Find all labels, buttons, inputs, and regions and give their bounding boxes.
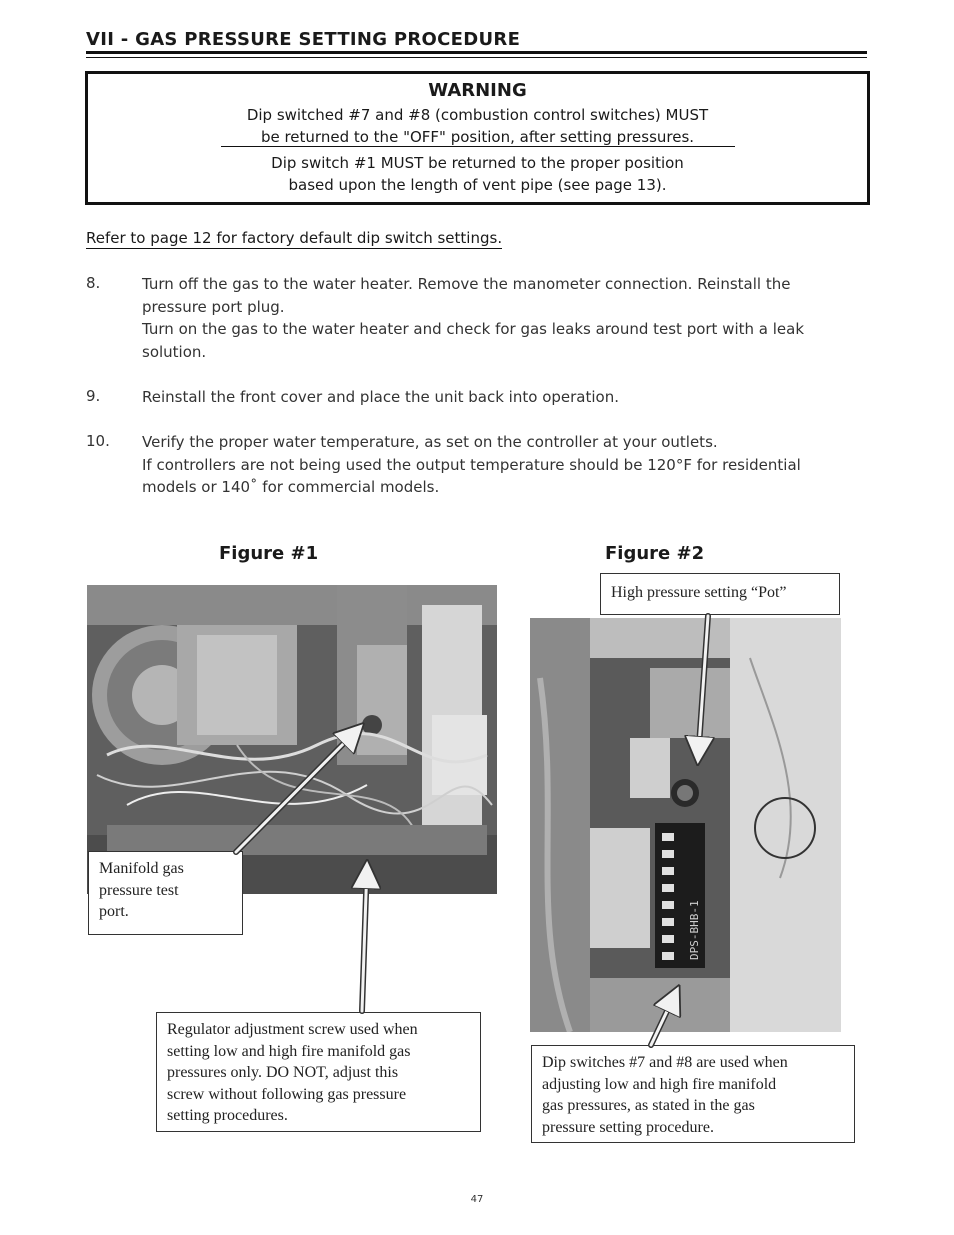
figure-1-illustration <box>87 585 497 894</box>
callout-line: adjusting low and high fire manifold <box>542 1075 777 1093</box>
figure-1-label: Figure #1 <box>219 543 319 564</box>
callout-line: screw without following gas pressure <box>167 1085 407 1103</box>
callout-manifold-test-port <box>88 851 243 935</box>
step-line: pressure port plug. <box>142 297 285 316</box>
step-line: models or 140˚ for commercial models. <box>142 478 440 496</box>
step-text <box>142 431 832 499</box>
step-line: solution. <box>142 342 207 361</box>
header-rule-thin <box>86 57 867 58</box>
section-title: VII - GAS PRESSURE SETTING PROCEDURE <box>86 29 521 50</box>
warning-line: be returned to the "OFF" position, after setting pressures. <box>260 128 695 146</box>
step-number: 8. <box>86 274 101 292</box>
callout-line: High pressure setting “Pot” <box>611 584 787 601</box>
callout-dip-switches <box>531 1045 855 1143</box>
header-rule <box>86 51 867 54</box>
step-line: Reinstall the front cover and place the unit back into operation. <box>142 388 619 406</box>
callout-line: pressure test <box>99 881 179 899</box>
refer-link-text: Refer to page 12 for factory default dip switch settings. <box>86 229 503 247</box>
step-number: 9. <box>86 387 101 405</box>
callout-line: gas pressures, as stated in the gas <box>542 1097 755 1114</box>
step-line: Verify the proper water temperature, as set on the controller at your outlets. <box>142 433 718 451</box>
callout-line: pressures only. DO NOT, adjust this <box>167 1064 399 1081</box>
callout-high-pressure-pot <box>600 573 840 615</box>
figure-1-photo <box>87 585 497 894</box>
callout-line: Manifold gas <box>99 860 184 877</box>
step-line: Turn off the gas to the water heater. Remove the manometer connection. Reinstall the <box>142 275 791 293</box>
figure-2-photo <box>530 618 841 1032</box>
warning-divider <box>221 146 735 147</box>
step-line: Turn on the gas to the water heater and check for gas leaks around test port with a leak <box>142 320 805 338</box>
step-line: If controllers are not being used the output temperature should be 120°F for residential <box>142 455 801 474</box>
warning-title: WARNING <box>428 80 527 101</box>
warning-box <box>85 71 870 205</box>
warning-line: Dip switched #7 and #8 (combustion control switches) MUST <box>246 106 709 124</box>
figure-2-illustration <box>530 618 841 1032</box>
callout-line: Dip switches #7 and #8 are used when <box>542 1054 788 1071</box>
step-number: 10. <box>86 432 110 450</box>
step-text <box>142 386 832 409</box>
warning-line: based upon the length of vent pipe (see page 13). <box>288 176 667 194</box>
figure-2-label: Figure #2 <box>605 543 705 564</box>
callout-line: pressure setting procedure. <box>542 1118 714 1136</box>
page-number: 47 <box>470 1194 484 1205</box>
callout-regulator-screw <box>156 1012 481 1132</box>
dip-switch-label: DPS-BHB-1 <box>688 900 701 960</box>
callout-line: setting low and high fire manifold gas <box>167 1042 411 1060</box>
step-text <box>142 273 832 363</box>
warning-line: Dip switch #1 MUST be returned to the proper position <box>271 154 684 172</box>
callout-line: Regulator adjustment screw used when <box>167 1021 418 1038</box>
callout-line: setting procedures. <box>167 1107 288 1124</box>
callout-line: port. <box>99 903 129 920</box>
